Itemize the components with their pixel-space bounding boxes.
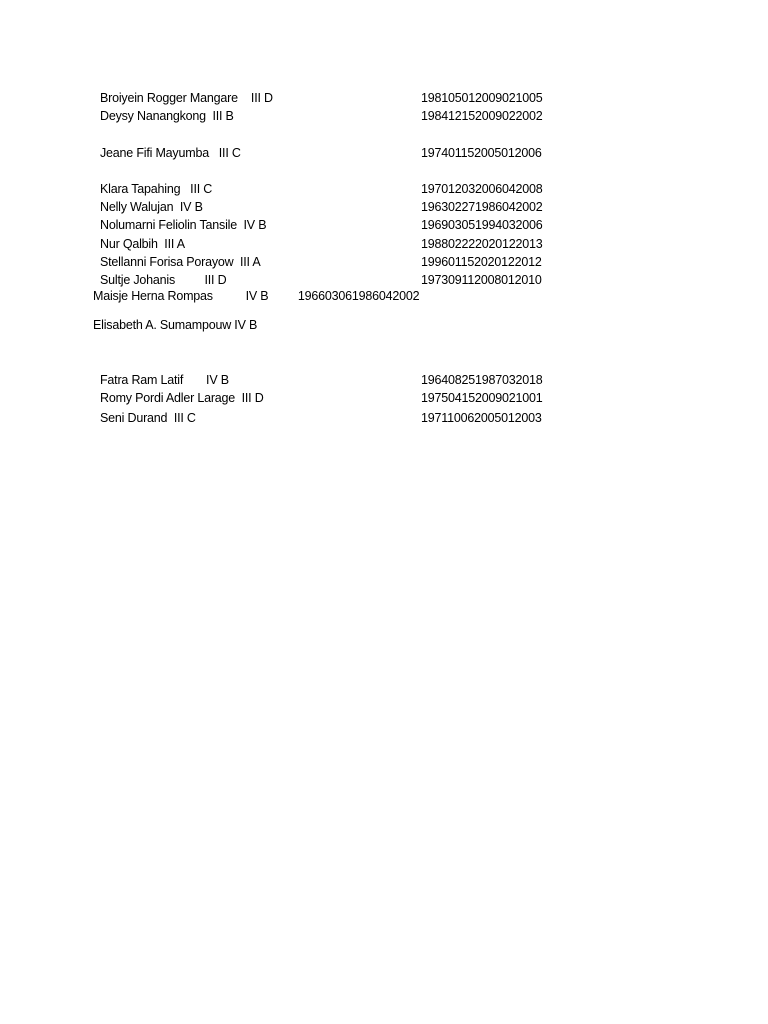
employee-name-grade: Sultje Johanis III D xyxy=(100,273,227,287)
employee-id-number: 199601152020122012 xyxy=(421,255,542,269)
employee-id-number: 197012032006042008 xyxy=(421,182,543,196)
employee-name-grade: Stellanni Forisa Porayow III A xyxy=(100,255,261,269)
employee-name-grade: Broiyein Rogger Mangare III D xyxy=(100,91,273,105)
employee-name-grade: Nur Qalbih III A xyxy=(100,237,185,251)
employee-id-number: 197309112008012010 xyxy=(421,273,542,287)
employee-name-grade: Klara Tapahing III C xyxy=(100,182,213,196)
employee-id-number: 196903051994032006 xyxy=(421,218,543,232)
employee-name-grade: Deysy Nanangkong III B xyxy=(100,109,234,123)
employee-id-number: 197504152009021001 xyxy=(421,391,543,405)
employee-id-number: 198412152009022002 xyxy=(421,109,543,123)
employee-name-grade: Seni Durand III C xyxy=(100,411,196,425)
employee-name-grade: Elisabeth A. Sumampouw IV B xyxy=(93,318,258,332)
employee-name-grade: Fatra Ram Latif IV B xyxy=(100,373,229,387)
employee-name-grade: Romy Pordi Adler Larage III D xyxy=(100,391,264,405)
employee-name-grade: Nolumarni Feliolin Tansile IV B xyxy=(100,218,267,232)
employee-id-number: 198105012009021005 xyxy=(421,91,543,105)
employee-name-grade-id: Maisje Herna Rompas IV B 196603061986042002 xyxy=(93,289,420,303)
employee-name-grade: Jeane Fifi Mayumba III C xyxy=(100,146,241,160)
employee-name-grade: Nelly Walujan IV B xyxy=(100,200,203,214)
employee-id-number: 197110062005012003 xyxy=(421,411,542,425)
employee-id-number: 198802222020122013 xyxy=(421,237,543,251)
employee-id-number: 196408251987032018 xyxy=(421,373,543,387)
employee-id-number: 197401152005012006 xyxy=(421,146,542,160)
employee-id-number: 196302271986042002 xyxy=(421,200,543,214)
